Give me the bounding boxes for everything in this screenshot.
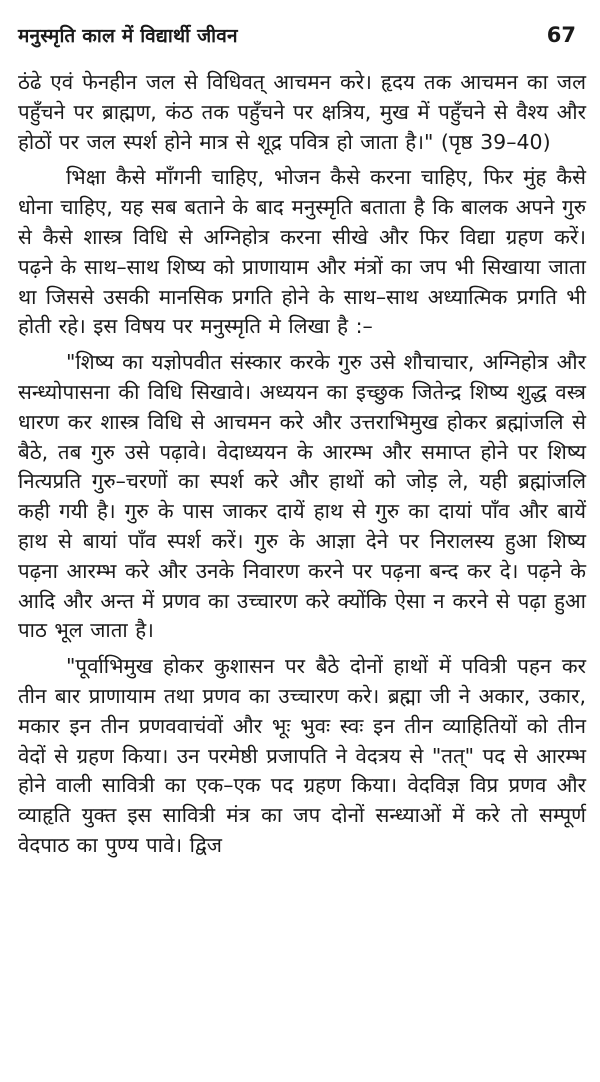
page-body [18,68,586,861]
page-number: 67 [546,23,576,47]
paragraph-quote-continuation: ठंढे एवं फेनहीन जल से विधिवत् आचमन करे। हृदय तक आचमन का जल पहुँचने पर ब्राह्मण, कंठ तक पहुँचने पर क्षत्रिय, मुख में पहुँचने से वैश्य और होठों पर जल स्पर्श होने मात्र से शूद्र पवित्र हो जाता है।" (पृष्ठ 39–40) [18,70,586,154]
paragraph-bhiksha: भिक्षा कैसे माँगनी चाहिए, भोजन कैसे करना चाहिए, फिर मुंह कैसे धोना चाहिए, यह सब बताने के बाद मनुस्मृति बताता है कि बालक अपने गुरु से कैसे शास्त्र विधि से अग्निहोत्र करना सीखे और फिर विद्या ग्रहण करें। पढ़ने के साथ–साथ शिष्य को प्राणायाम और मंत्रों का जप भी सिखाया जाता था जिससे उसकी मानसिक प्रगति होने के साथ–साथ अध्यात्मिक प्रगति भी होती रहे। इस विषय पर मनुस्मृति मे लिखा है :– [18,165,586,339]
paragraph-shishya-quote: "शिष्य का यज्ञोपवीत संस्कार करके गुरु उसे शौचाचार, अग्निहोत्र और सन्ध्योपासना की विधि सिखावे। अध्ययन का इच्छुक जितेन्द्र शिष्य शुद्ध वस्त्र धारण कर शास्त्र विधि से आचमन करे और उत्तराभिमुख होकर ब्रह्मांजलि से बैठे, तब गुरु उसे पढ़ावे। वेदाध्ययन के आरम्भ और समाप्त होने पर शिष्य नित्यप्रति गुरु–चरणों का स्पर्श करे और हाथों को जोड़ ले, यही ब्रह्मांजलि कही गयी है। गुरु के पास जाकर दायें हाथ से गुरु का दायां पाँव और बायें हाथ से बायां पाँव स्पर्श करें। गुरु के आज्ञा देने पर निरालस्य हुआ शिष्य पढ़ना आरम्भ करे और उनके निवारण करने पर पढ़ना बन्द कर दे। पढ़ने के आदि और अन्त में प्रणव का उच्चारण करे क्योंकि ऐसा न करने से पढ़ा हुआ पाठ भूल जाता है। [18,350,586,643]
running-head: मनुस्मृति काल में विद्यार्थी जीवन [18,25,238,47]
page-header [18,22,586,68]
paragraph-purvabhimukh-quote: "पूर्वाभिमुख होकर कुशासन पर बैठे दोनों हाथों में पवित्री पहन कर तीन बार प्राणायाम तथा प्रणव का उच्चारण करे। ब्रह्मा जी ने अकार, उकार, मकार इन तीन प्रणववाचंवों और भूः भुवः स्वः इन तीन व्याहितियों को तीन वेदों से ग्रहण किया। उन परमेष्ठी प्रजापति ने वेदत्रय से "तत्" पद से आरम्भ होने वाली सावित्री का एक–एक पद ग्रहण किया। वेदविज्ञ विप्र प्रणव और व्याहृति युक्त इस सावित्री मंत्र का जप दोनों सन्ध्याओं में करे तो सम्पूर्ण वेदपाठ का पुण्य पावे। द्विज [18,654,586,857]
